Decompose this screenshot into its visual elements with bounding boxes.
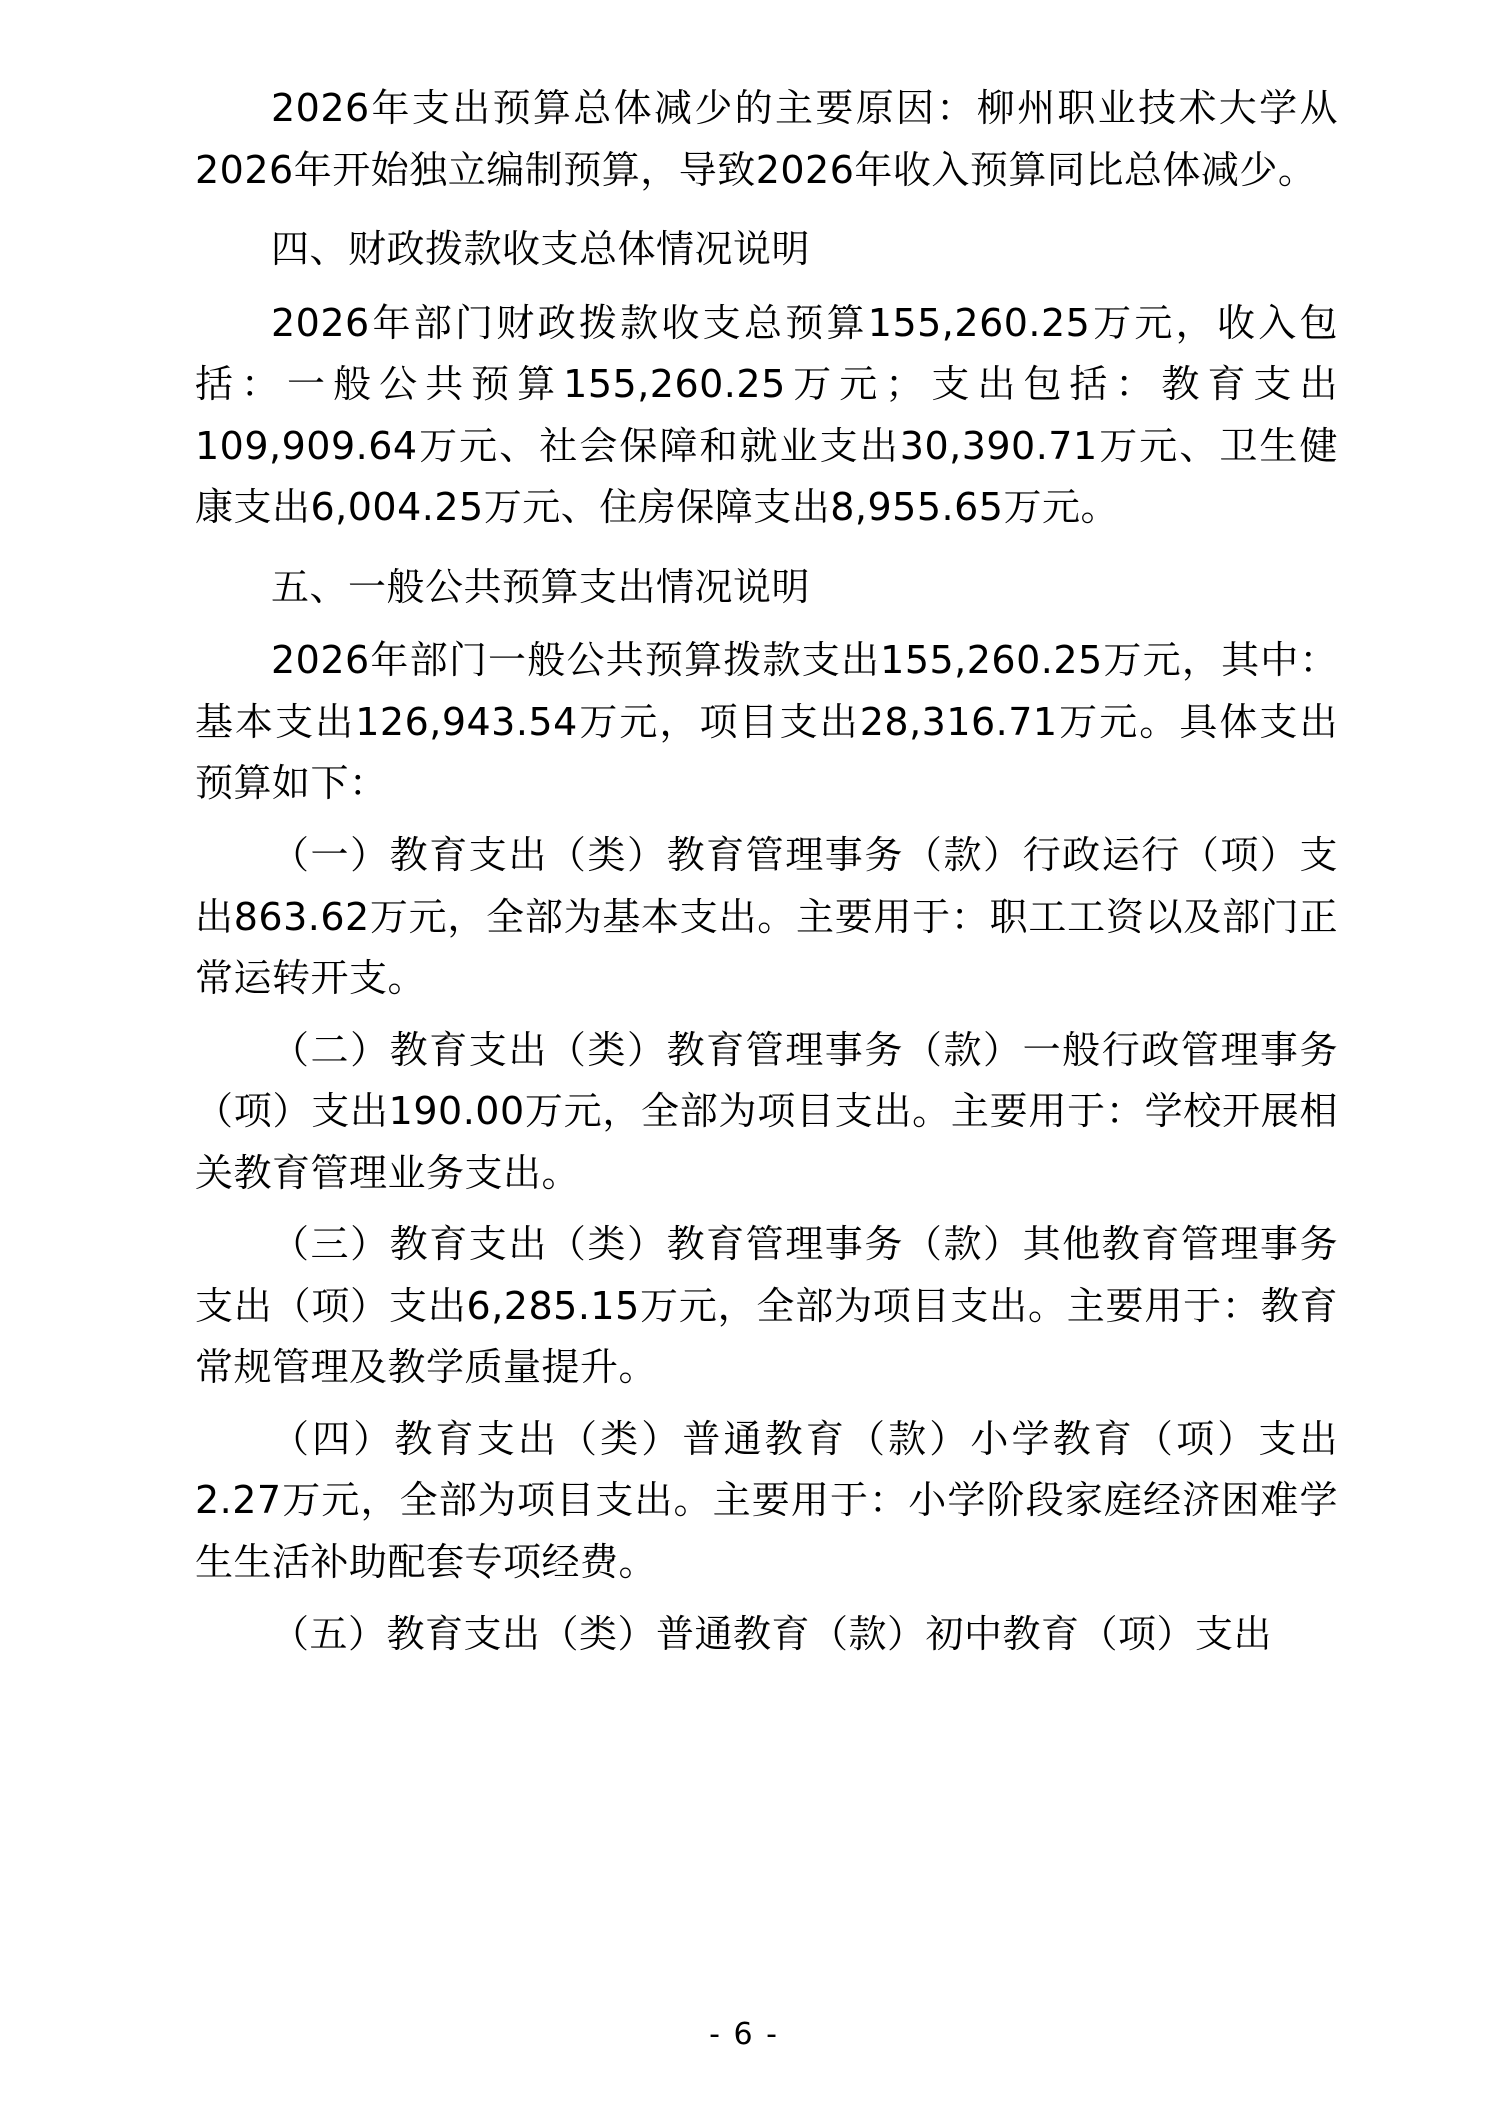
paragraph-item-five: （五）教育支出（类）普通教育（款）初中教育（项）支出 xyxy=(271,1611,1273,1656)
document-body xyxy=(195,78,1338,1665)
heading-section-five: 五、一般公共预算支出情况说明 xyxy=(271,564,811,609)
paragraph-reason-decrease: 2026年支出预算总体减少的主要原因：柳州职业技术大学从2026年开始独立编制预算，导致2026年收入预算同比总体减少。 xyxy=(195,86,1338,192)
page-number: - 6 - xyxy=(709,2017,779,2052)
paragraph-item-three: （三）教育支出（类）教育管理事务（款）其他教育管理事务支出（项）支出6,285.15万元，全部为项目支出。主要用于：教育常规管理及教学质量提升。 xyxy=(195,1222,1338,1390)
paragraph-item-four: （四）教育支出（类）普通教育（款）小学教育（项）支出2.27万元，全部为项目支出。主要用于：小学阶段家庭经济困难学生生活补助配套专项经费。 xyxy=(195,1416,1338,1585)
paragraph-item-one: （一）教育支出（类）教育管理事务（款）行政运行（项）支出863.62万元，全部为基本支出。主要用于：职工工资以及部门正常运转开支。 xyxy=(195,833,1338,1001)
paragraph-section-five-body: 2026年部门一般公共预算拨款支出155,260.25万元，其中：基本支出126,943.54万元，项目支出28,316.71万元。具体支出预算如下： xyxy=(195,638,1338,806)
heading-section-four: 四、财政拨款收支总体情况说明 xyxy=(271,227,811,272)
paragraph-item-two: （二）教育支出（类）教育管理事务（款）一般行政管理事务（项）支出190.00万元，全部为项目支出。主要用于：学校开展相关教育管理业务支出。 xyxy=(195,1027,1338,1195)
paragraph-section-four-body: 2026年部门财政拨款收支总预算155,260.25万元，收入包括：一般公共预算155,260.25万元；支出包括：教育支出109,909.64万元、社会保障和就业支出30,390.71万元、卫生健康支出6,004.25万元、住房保障支出8,955.65万元。 xyxy=(195,300,1338,530)
